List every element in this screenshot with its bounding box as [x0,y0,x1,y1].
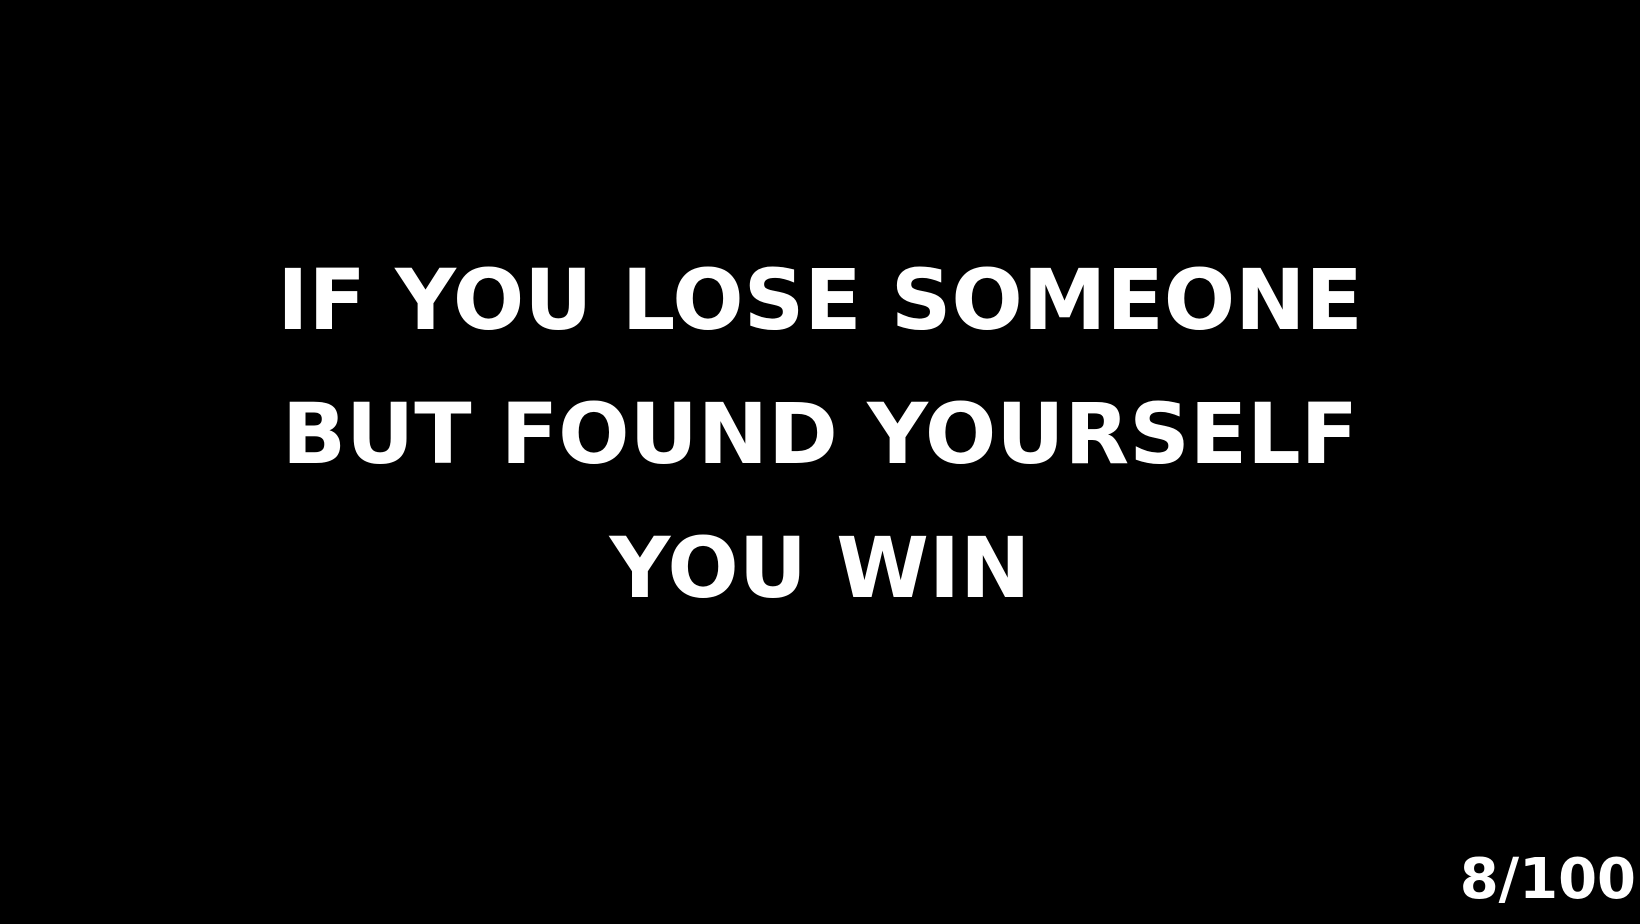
slide-counter: 8/100 [1459,847,1636,912]
quote-text [0,233,1640,635]
quote-line-3: YOU WIN [609,519,1031,617]
quote-line-2: BUT FOUND YOURSELF [282,385,1358,483]
quote-line-1: IF YOU LOSE SOMEONE [277,251,1363,349]
